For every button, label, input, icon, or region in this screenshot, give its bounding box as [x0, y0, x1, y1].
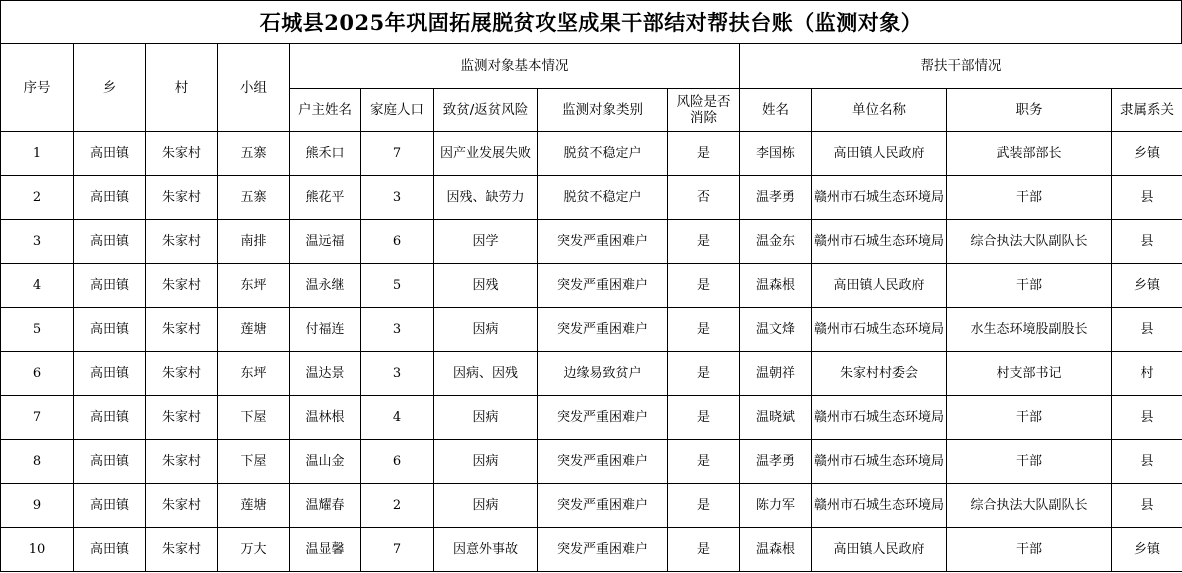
cell-cause: 因病 [434, 484, 538, 528]
table-row [1, 484, 1182, 528]
cell-position: 干部 [947, 264, 1112, 308]
cell-cause: 因残、缺劳力 [434, 176, 538, 220]
table-row [1, 440, 1182, 484]
cell-household-head: 温耀春 [290, 484, 361, 528]
cell-position: 综合执法大队副队长 [947, 484, 1112, 528]
cell-position: 综合执法大队副队长 [947, 220, 1112, 264]
cell-unit: 高田镇人民政府 [812, 264, 947, 308]
cell-monitor-type: 突发严重困难户 [538, 484, 668, 528]
cell-risk-removed: 是 [668, 528, 740, 572]
table-row [1, 220, 1182, 264]
cell-cause: 因产业发展失败 [434, 132, 538, 176]
cell-household-head: 温达景 [290, 352, 361, 396]
table-row [1, 264, 1182, 308]
cell-seq: 9 [1, 484, 74, 528]
cell-unit: 赣州市石城生态环境局 [812, 308, 947, 352]
cell-township: 高田镇 [74, 528, 146, 572]
cell-household-head: 付福连 [290, 308, 361, 352]
cell-position: 干部 [947, 440, 1112, 484]
cell-group: 莲塘 [218, 484, 290, 528]
header-unit: 单位名称 [812, 89, 947, 132]
cell-seq: 3 [1, 220, 74, 264]
cell-monitor-type: 突发严重困难户 [538, 308, 668, 352]
cell-seq: 7 [1, 396, 74, 440]
cell-position: 干部 [947, 396, 1112, 440]
cell-risk-removed: 是 [668, 484, 740, 528]
cell-group: 莲塘 [218, 308, 290, 352]
cell-helper-name: 温森根 [740, 264, 812, 308]
cell-helper-name: 温朝祥 [740, 352, 812, 396]
cell-household-head: 温显馨 [290, 528, 361, 572]
table-row [1, 132, 1182, 176]
cell-position: 水生态环境股副股长 [947, 308, 1112, 352]
cell-group: 五寨 [218, 176, 290, 220]
header-cause: 致贫/返贫风险 [434, 89, 538, 132]
header-township: 乡 [74, 44, 146, 132]
cell-township: 高田镇 [74, 264, 146, 308]
cell-affiliation: 县 [1112, 440, 1182, 484]
cell-affiliation: 县 [1112, 176, 1182, 220]
cell-family-size: 6 [361, 220, 434, 264]
header-helper-group: 帮扶干部情况 [740, 44, 1182, 89]
cell-monitor-type: 突发严重困难户 [538, 396, 668, 440]
cell-township: 高田镇 [74, 352, 146, 396]
cell-seq: 1 [1, 132, 74, 176]
cell-family-size: 2 [361, 484, 434, 528]
header-position: 职务 [947, 89, 1112, 132]
cell-household-head: 熊花平 [290, 176, 361, 220]
cell-village: 朱家村 [146, 396, 218, 440]
cell-village: 朱家村 [146, 132, 218, 176]
cell-risk-removed: 是 [668, 440, 740, 484]
cell-risk-removed: 是 [668, 132, 740, 176]
cell-monitor-type: 脱贫不稳定户 [538, 132, 668, 176]
cell-group: 南排 [218, 220, 290, 264]
cell-group: 下屋 [218, 440, 290, 484]
cell-affiliation: 县 [1112, 396, 1182, 440]
cell-village: 朱家村 [146, 220, 218, 264]
cell-monitor-type: 突发严重困难户 [538, 440, 668, 484]
header-village: 村 [146, 44, 218, 132]
header-monitor-group: 监测对象基本情况 [290, 44, 740, 89]
cell-group: 五寨 [218, 132, 290, 176]
cell-cause: 因残 [434, 264, 538, 308]
table-row [1, 176, 1182, 220]
cell-risk-removed: 是 [668, 352, 740, 396]
cell-cause: 因病 [434, 396, 538, 440]
table-row [1, 396, 1182, 440]
cell-helper-name: 李国栋 [740, 132, 812, 176]
cell-village: 朱家村 [146, 264, 218, 308]
cell-unit: 赣州市石城生态环境局 [812, 440, 947, 484]
cell-unit: 赣州市石城生态环境局 [812, 176, 947, 220]
cell-cause: 因病 [434, 308, 538, 352]
cell-village: 朱家村 [146, 352, 218, 396]
cell-cause: 因病 [434, 440, 538, 484]
cell-township: 高田镇 [74, 396, 146, 440]
cell-monitor-type: 边缘易致贫户 [538, 352, 668, 396]
cell-affiliation: 乡镇 [1112, 264, 1182, 308]
cell-seq: 4 [1, 264, 74, 308]
cell-township: 高田镇 [74, 132, 146, 176]
cell-household-head: 温山金 [290, 440, 361, 484]
cell-helper-name: 温森根 [740, 528, 812, 572]
cell-seq: 10 [1, 528, 74, 572]
cell-unit: 赣州市石城生态环境局 [812, 484, 947, 528]
cell-monitor-type: 突发严重困难户 [538, 528, 668, 572]
cell-unit: 朱家村村委会 [812, 352, 947, 396]
cell-helper-name: 温文烽 [740, 308, 812, 352]
cell-unit: 赣州市石城生态环境局 [812, 396, 947, 440]
ledger-table [0, 43, 1182, 572]
cell-cause: 因病、因残 [434, 352, 538, 396]
cell-group: 万大 [218, 528, 290, 572]
cell-unit: 高田镇人民政府 [812, 528, 947, 572]
ledger-rows [1, 132, 1182, 572]
cell-village: 朱家村 [146, 176, 218, 220]
cell-village: 朱家村 [146, 484, 218, 528]
header-helper-name: 姓名 [740, 89, 812, 132]
cell-position: 干部 [947, 528, 1112, 572]
cell-seq: 5 [1, 308, 74, 352]
cell-affiliation: 县 [1112, 220, 1182, 264]
cell-monitor-type: 突发严重困难户 [538, 220, 668, 264]
cell-seq: 8 [1, 440, 74, 484]
header-monitor-type: 监测对象类别 [538, 89, 668, 132]
cell-household-head: 温永继 [290, 264, 361, 308]
cell-affiliation: 县 [1112, 308, 1182, 352]
cell-monitor-type: 脱贫不稳定户 [538, 176, 668, 220]
header-group: 小组 [218, 44, 290, 132]
cell-risk-removed: 是 [668, 220, 740, 264]
cell-position: 武装部部长 [947, 132, 1112, 176]
table-row [1, 352, 1182, 396]
cell-seq: 2 [1, 176, 74, 220]
cell-household-head: 温林根 [290, 396, 361, 440]
cell-cause: 因意外事故 [434, 528, 538, 572]
cell-township: 高田镇 [74, 220, 146, 264]
header-family-size: 家庭人口 [361, 89, 434, 132]
cell-risk-removed: 是 [668, 396, 740, 440]
cell-family-size: 5 [361, 264, 434, 308]
cell-township: 高田镇 [74, 308, 146, 352]
cell-family-size: 3 [361, 176, 434, 220]
cell-helper-name: 温金东 [740, 220, 812, 264]
cell-family-size: 6 [361, 440, 434, 484]
cell-position: 村支部书记 [947, 352, 1112, 396]
cell-unit: 高田镇人民政府 [812, 132, 947, 176]
cell-monitor-type: 突发严重困难户 [538, 264, 668, 308]
cell-group: 下屋 [218, 396, 290, 440]
cell-affiliation: 乡镇 [1112, 132, 1182, 176]
table-row [1, 528, 1182, 572]
header-seq: 序号 [1, 44, 74, 132]
cell-risk-removed: 是 [668, 264, 740, 308]
cell-family-size: 7 [361, 528, 434, 572]
cell-village: 朱家村 [146, 308, 218, 352]
cell-family-size: 7 [361, 132, 434, 176]
cell-household-head: 温远福 [290, 220, 361, 264]
cell-helper-name: 陈力军 [740, 484, 812, 528]
cell-family-size: 4 [361, 396, 434, 440]
cell-risk-removed: 否 [668, 176, 740, 220]
cell-township: 高田镇 [74, 440, 146, 484]
cell-group: 东坪 [218, 264, 290, 308]
cell-helper-name: 温孝勇 [740, 440, 812, 484]
header-affiliation: 隶属系关 [1112, 89, 1182, 132]
cell-position: 干部 [947, 176, 1112, 220]
cell-group: 东坪 [218, 352, 290, 396]
cell-risk-removed: 是 [668, 308, 740, 352]
cell-seq: 6 [1, 352, 74, 396]
cell-township: 高田镇 [74, 484, 146, 528]
cell-village: 朱家村 [146, 528, 218, 572]
cell-affiliation: 乡镇 [1112, 528, 1182, 572]
cell-helper-name: 温孝勇 [740, 176, 812, 220]
cell-unit: 赣州市石城生态环境局 [812, 220, 947, 264]
cell-household-head: 熊禾口 [290, 132, 361, 176]
sheet-title: 石城县2025年巩固拓展脱贫攻坚成果干部结对帮扶台账（监测对象） [0, 0, 1182, 44]
cell-village: 朱家村 [146, 440, 218, 484]
header-risk-removed: 风险是否消除 [668, 89, 740, 132]
cell-helper-name: 温晓斌 [740, 396, 812, 440]
header-household-head: 户主姓名 [290, 89, 361, 132]
cell-township: 高田镇 [74, 176, 146, 220]
cell-affiliation: 县 [1112, 484, 1182, 528]
cell-family-size: 3 [361, 352, 434, 396]
cell-family-size: 3 [361, 308, 434, 352]
cell-cause: 因学 [434, 220, 538, 264]
cell-affiliation: 村 [1112, 352, 1182, 396]
table-row [1, 308, 1182, 352]
